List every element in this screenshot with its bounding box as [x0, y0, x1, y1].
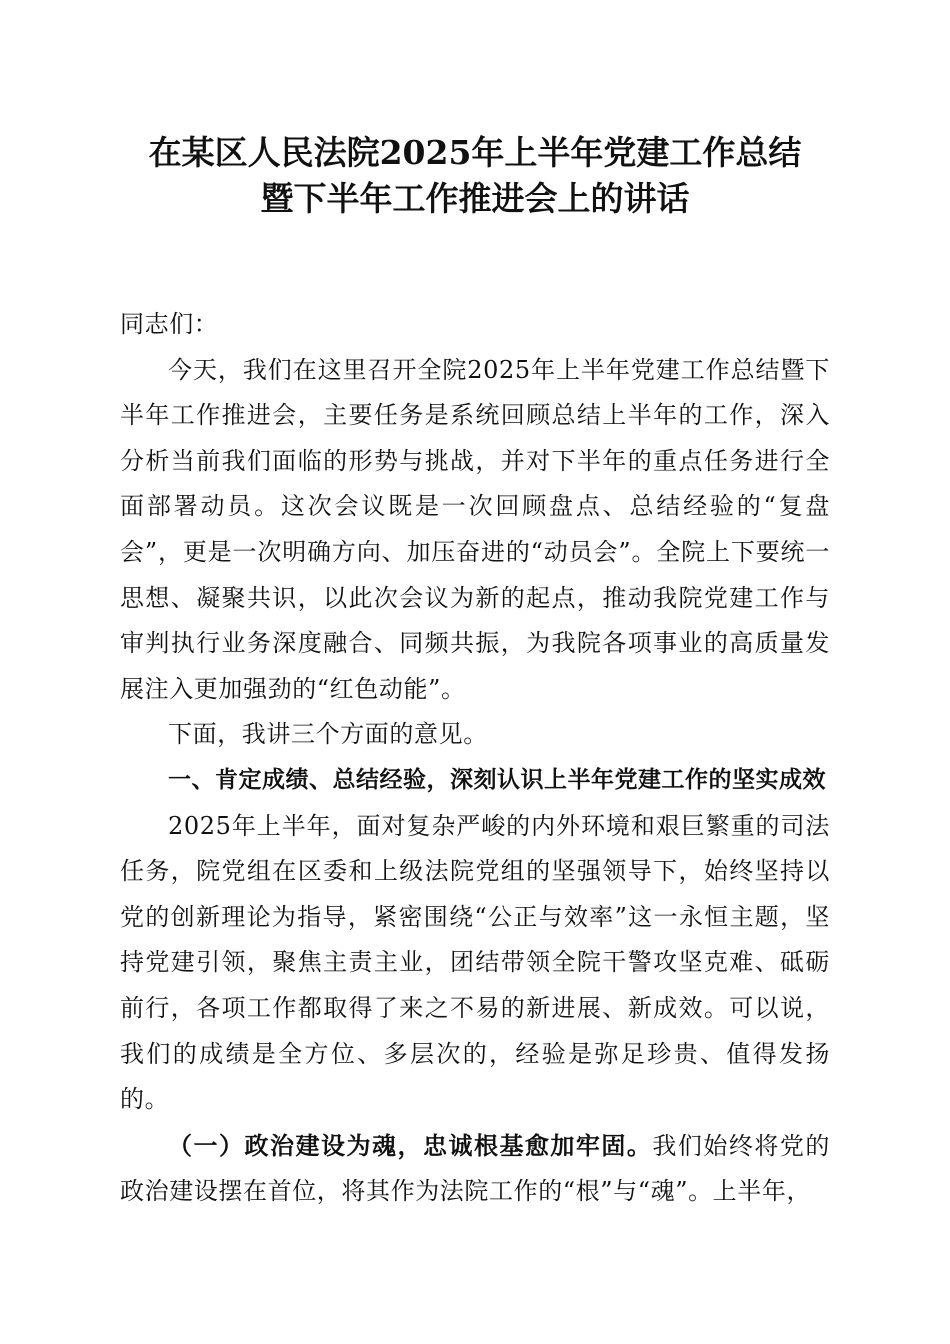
title-line-2: 暨下半年工作推进会上的讲话: [260, 179, 690, 218]
title-line-1: 在某区人民法院2025年上半年党建工作总结: [148, 133, 802, 172]
document-title: [120, 130, 830, 222]
section-heading-1: 一、肯定成绩、总结经验，深刻认识上半年党建工作的坚实成效: [168, 766, 826, 793]
paragraph-outline: 下面，我讲三个方面的意见。: [168, 720, 488, 749]
paragraph-intro: 今天，我们在这里召开全院2025年上半年党建工作总结暨下半年工作推进会，主要任务是系统回顾总结上半年的工作，深入分析当前我们面临的形势与挑战，并对下半年的重点任务进行全面部署动员。这次会议既是一次回顾盘点、总结经验的“复盘会”，更是一次明确方向、加压奋进的“动员会”。全院上下要统一思想、凝聚共识，以此次会议为新的起点，推动我院党建工作与审判执行业务深度融合、同频共振，为我院各项事业的高质量发展注入更加强劲的“红色动能”。: [120, 355, 830, 703]
salutation: 同志们：: [120, 310, 219, 338]
subsection-heading-1: （一）政治建设为魂，忠诚根基愈加牢固。: [168, 1130, 653, 1160]
document-page: [120, 130, 830, 1215]
document-body: [120, 302, 830, 1215]
paragraph-achievements: 2025年上半年，面对复杂严峻的内外环境和艰巨繁重的司法任务，院党组在区委和上级法院党组的坚强领导下，始终坚持以党的创新理论为指导，紧密围绕“公正与效率”这一永恒主题，坚持党建引领，聚焦主责主业，团结带领全院干警攻坚克难、砥砺前行，各项工作都取得了来之不易的新进展、新成效。可以说，我们的成绩是全方位、多层次的，经验是弥足珍贵、值得发扬的。: [120, 811, 830, 1114]
paragraph-political-building: [120, 1123, 830, 1215]
paragraph-political-building-text: 我们始终将党的政治建设摆在首位，将其作为法院工作的“根”与“魂”。上半年，: [120, 1131, 830, 1206]
